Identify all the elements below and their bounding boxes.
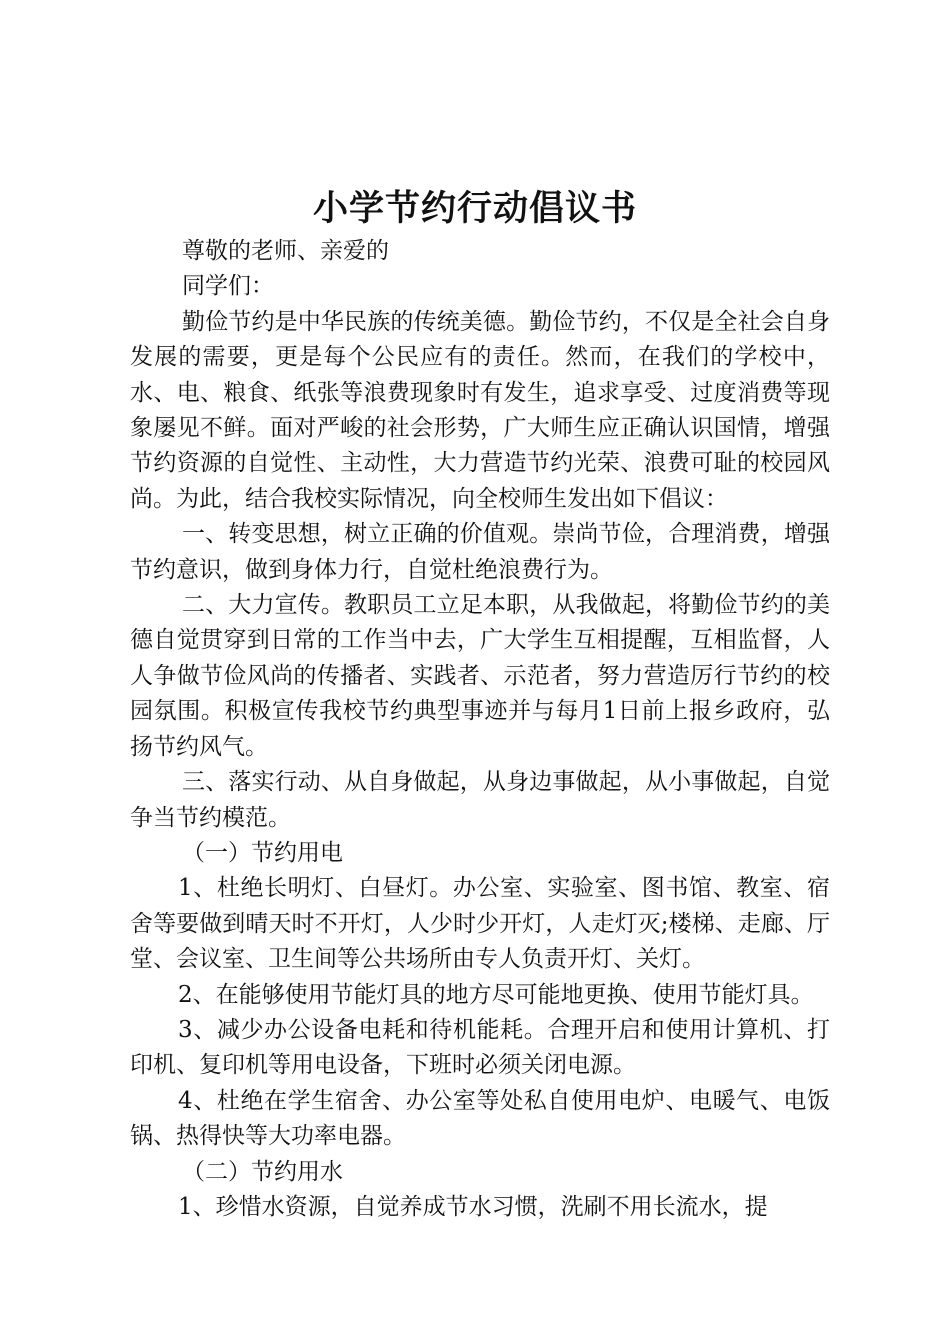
salutation-line-2: 同学们： bbox=[182, 273, 274, 300]
electricity-item-3: 3、减少办公设备电耗和待机能耗。合理开启和使用计算机、打印机、复印机等用电设备，下班时必须关闭电源。 bbox=[130, 1016, 830, 1079]
document-body bbox=[130, 234, 830, 1225]
electricity-item-1: 1、杜绝长明灯、白昼灯。办公室、实验室、图书馆、教室、宿舍等要做到晴天时不开灯，人少时少开灯，人走灯灭;楼梯、走廊、厅堂、会议室、卫生间等公共场所由专人负责开灯、关灯。 bbox=[130, 875, 830, 973]
section-heading-water: （二）节约用水 bbox=[182, 1158, 343, 1185]
proposal-two-paragraph: 二、大力宣传。教职员工立足本职，从我做起，将勤俭节约的美德自觉贯穿到日常的工作当中去，广大学生互相提醒，互相监督，人人争做节俭风尚的传播者、实践者、示范者，努力营造厉行节约的校园氛围。积极宣传我校节约典型事迹并与每月1日前上报乡政府，弘扬节约风气。 bbox=[130, 592, 830, 760]
document-title: 小学节约行动倡议书 bbox=[312, 189, 637, 229]
salutation-line-1: 尊敬的老师、亲爱的 bbox=[182, 238, 389, 264]
water-item-1: 1、珍惜水资源，自觉养成节水习惯，洗刷不用长流水，提 bbox=[178, 1193, 768, 1220]
electricity-item-4: 4、杜绝在学生宿舍、办公室等处私自使用电炉、电暖气、电饭锅、热得快等大功率电器。 bbox=[130, 1087, 830, 1150]
intro-paragraph: 勤俭节约是中华民族的传统美德。勤俭节约，不仅是全社会自身发展的需要，更是每个公民应有的责任。然而，在我们的学校中，水、电、粮食、纸张等浪费现象时有发生，追求享受、过度消费等现象屡见不鲜。面对严峻的社会形势，广大师生应正确认识国情，增强节约资源的自觉性、主动性，大力营造节约光荣、浪费可耻的校园风尚。为此，结合我校实际情况，向全校师生发出如下倡议： bbox=[130, 308, 830, 512]
proposal-one-paragraph: 一、转变思想，树立正确的价值观。崇尚节俭，合理消费，增强节约意识，做到身体力行，自觉杜绝浪费行为。 bbox=[130, 521, 830, 583]
section-heading-electricity: （一）节约用电 bbox=[182, 839, 343, 866]
electricity-item-2: 2、在能够使用节能灯具的地方尽可能地更换、使用节能灯具。 bbox=[178, 981, 814, 1008]
proposal-three-paragraph: 三、落实行动、从自身做起，从身边事做起，从小事做起，自觉争当节约模范。 bbox=[130, 769, 830, 831]
